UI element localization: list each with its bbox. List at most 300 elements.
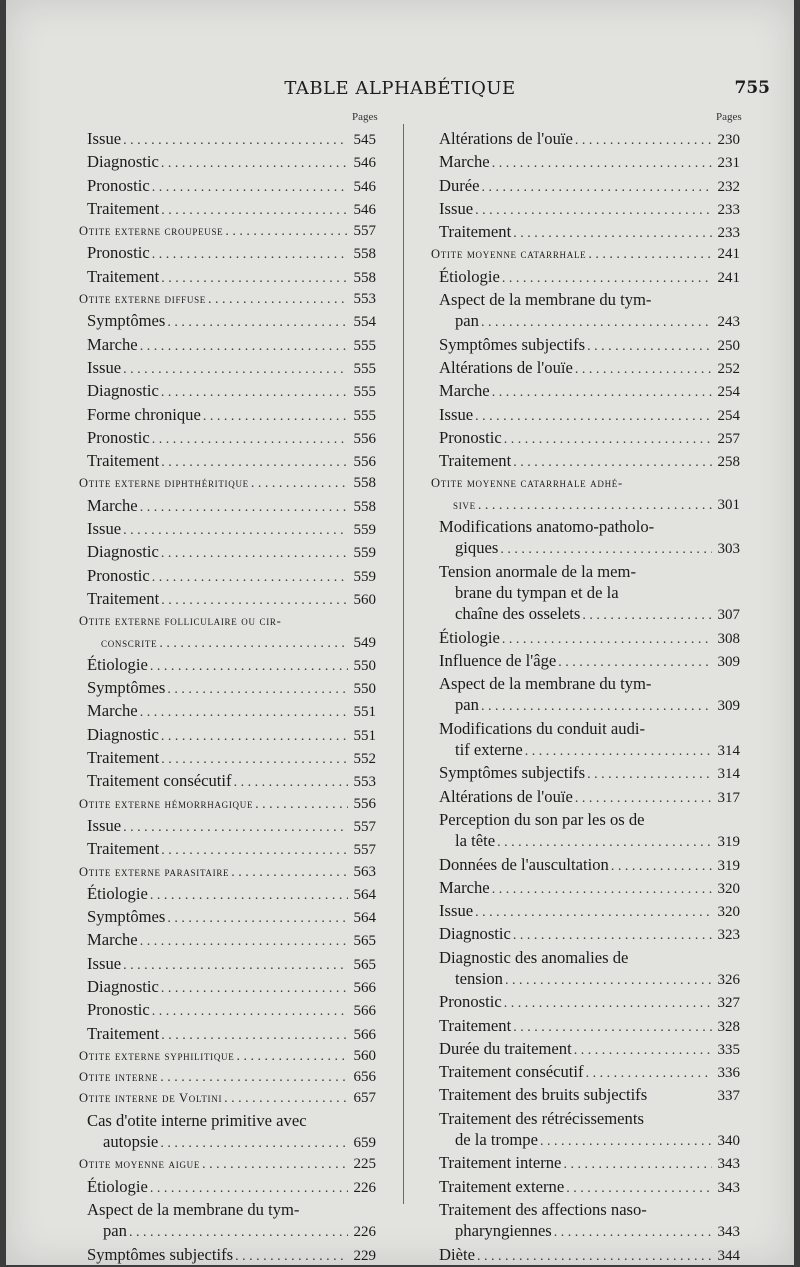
entry-text: tif externe [455,740,523,760]
entry-text: Otite interne de Voltini [79,1091,223,1106]
entry-text: giques [455,538,499,558]
index-heading-entry [79,473,376,494]
index-entry [79,1131,376,1154]
entry-page-number: 309 [717,653,740,670]
dot-leader [161,153,348,174]
dot-leader [140,497,348,518]
dot-leader [513,925,712,946]
entry-page-number: 243 [717,314,740,331]
dot-leader [563,1154,712,1175]
entry-text: Otite externe hémorrhagique [79,796,254,811]
dot-leader [208,289,348,310]
index-entry [431,266,740,289]
entry-page-number: 320 [717,904,740,921]
entry-page-number: 555 [353,407,376,424]
dot-leader [123,955,348,976]
entry-page-number: 566 [353,1003,376,1020]
entry-text: Diagnostic [87,542,159,562]
index-entry [79,404,376,427]
entry-text: conscrite [101,635,158,650]
entry-page-number: 232 [717,178,740,195]
entry-text: Durée du traitement [439,1038,572,1058]
dot-leader [152,429,348,450]
index-entry [431,627,740,650]
entry-page-number: 659 [353,1135,376,1152]
entry-text: Pronostic [87,427,150,447]
dot-leader [574,1040,712,1061]
index-entry [431,947,740,968]
entry-page-number: 241 [717,269,740,286]
entry-text: Otite externe croupeuse [79,224,224,239]
entry-text: Traitement [439,1015,512,1035]
dot-leader [482,177,712,198]
dot-leader [500,539,712,560]
entry-text: Marche [87,334,138,354]
entry-text: Diète [439,1244,475,1264]
index-entry [79,883,376,906]
index-entry [79,906,376,929]
entry-page-number: 657 [353,1090,376,1107]
dot-leader [161,590,348,611]
entry-text: Pronostic [87,175,150,195]
entry-text: Données de l'auscultation [439,854,609,874]
entry-page-number: 328 [717,1018,740,1035]
dot-leader [140,931,348,952]
index-entry [431,673,740,694]
entry-page-number: 340 [717,1133,740,1150]
entry-page-number: 563 [353,863,376,880]
entry-page-number: 337 [717,1088,740,1105]
dot-leader [161,382,348,403]
dot-leader [140,702,348,723]
entry-page-number: 556 [353,454,376,471]
entry-text: Symptômes [87,678,166,698]
dot-leader [140,336,348,357]
index-entry [431,427,740,450]
entry-page-number: 226 [353,1224,376,1241]
dot-leader [161,1025,348,1046]
index-entry [79,747,376,770]
dot-leader [540,1131,712,1152]
entry-text: Traitement externe [439,1176,565,1196]
entry-page-number: 546 [353,178,376,195]
page-header-title: TABLE ALPHABÉTIQUE [284,78,516,99]
entry-page-number: 566 [353,979,376,996]
entry-page-number: 557 [353,818,376,835]
entry-page-number: 314 [717,743,740,760]
entry-text: Aspect de la membrane du tym- [87,1199,300,1219]
entry-text: Marche [87,930,138,950]
entry-page-number: 343 [717,1156,740,1173]
dot-leader [611,856,712,877]
entry-text: Issue [439,404,474,424]
entry-page-number: 552 [353,751,376,768]
entry-text: Modifications anatomo-patholo- [439,517,655,537]
index-entry [431,1108,740,1129]
dot-leader [575,788,712,809]
entry-text: Étiologie [87,1176,148,1196]
entry-page-number: 558 [353,246,376,263]
entry-text: la tête [455,831,496,851]
entry-page-number: 546 [353,155,376,172]
index-entry [431,923,740,946]
index-entry [79,953,376,976]
index-entry [79,700,376,723]
entry-text: Otite externe diphthéritique [79,476,249,491]
entry-page-number: 233 [717,201,740,218]
entry-page-number: 556 [353,430,376,447]
entry-text: Diagnostic [87,381,159,401]
index-entry [79,518,376,541]
entry-page-number: 560 [353,1047,376,1064]
entry-text: Durée [439,175,480,195]
entry-page-number: 254 [717,384,740,401]
entry-text: Diagnostic des anomalies de [439,947,629,967]
index-entry [431,650,740,673]
dot-leader [587,764,712,785]
index-entry [431,694,740,717]
entry-page-number: 250 [717,337,740,354]
entry-text: Marche [87,701,138,721]
entry-page-number: 559 [353,545,376,562]
entry-page-number: 549 [353,634,376,651]
entry-text: Diagnostic [87,152,159,172]
entry-page-number: 566 [353,1026,376,1043]
index-entry [431,310,740,333]
dot-leader [582,605,712,626]
entry-text: Otite externe folliculaire ou cir- [79,614,282,629]
entry-page-number: 550 [353,681,376,698]
entry-text: Otite interne [79,1070,159,1085]
index-entry [431,830,740,853]
entry-text: Altérations de l'ouïe [439,357,573,377]
entry-text: de la trompe [455,1130,538,1150]
entry-text: Traitement [87,588,160,608]
entry-page-number: 323 [717,927,740,944]
entry-page-number: 558 [353,475,376,492]
entry-text: Pronostic [87,1000,150,1020]
dot-leader [203,406,348,427]
dot-leader [161,978,348,999]
index-entry [79,266,376,289]
dot-leader [513,1017,712,1038]
entry-text: pan [455,311,479,331]
entry-text: Symptômes [87,311,166,331]
entry-text: Traitement [87,1023,160,1043]
index-column-left [79,128,376,1267]
dot-leader [123,130,348,151]
index-heading-entry [79,289,376,310]
index-heading-entry [79,611,376,632]
pages-column-label-right: Pages [716,111,742,123]
entry-page-number: 314 [717,766,740,783]
entry-text: Issue [439,198,474,218]
entry-page-number: 320 [717,880,740,897]
entry-page-number: 343 [717,1224,740,1241]
column-divider [403,124,404,1204]
index-entry [431,809,740,830]
entry-page-number: 344 [717,1247,740,1264]
dot-leader [152,1001,348,1022]
entry-page-number: 327 [717,995,740,1012]
dot-leader [150,656,348,677]
dot-leader [231,862,348,883]
entry-text: Traitement consécutif [439,1062,584,1082]
index-entry [79,151,376,174]
dot-leader [492,153,712,174]
entry-text: Issue [87,357,122,377]
index-heading-entry [79,862,376,883]
dot-leader [477,1246,712,1267]
dot-leader [161,200,348,221]
entry-page-number: 229 [353,1247,376,1264]
entry-text: Traitement des affections naso- [439,1199,647,1219]
index-heading-entry [431,473,740,494]
index-entry [79,1220,376,1243]
entry-page-number: 546 [353,201,376,218]
index-entry [431,404,740,427]
entry-text: Symptômes [87,907,166,927]
entry-page-number: 233 [717,225,740,242]
entry-text: Symptômes subjectifs [439,334,586,354]
entry-text: Altérations de l'ouïe [439,129,573,148]
index-entry [79,976,376,999]
entry-page-number: 319 [717,857,740,874]
index-entry [431,1220,740,1243]
dot-leader [123,520,348,541]
dot-leader [159,633,348,654]
index-entry [431,1176,740,1199]
entry-text: pan [103,1221,127,1241]
dot-leader [513,452,712,473]
entry-text: Traitement [87,198,160,218]
index-entry [79,838,376,861]
dot-leader [255,794,348,815]
index-entry [431,968,740,991]
entry-page-number: 555 [353,384,376,401]
index-entry [79,999,376,1022]
index-heading-entry [431,244,740,265]
dot-leader [234,772,348,793]
entry-page-number: 558 [353,498,376,515]
entry-text: Otite moyenne catarrhale adhé- [431,476,623,491]
entry-text: Pronostic [439,992,502,1012]
index-entry [79,929,376,952]
entry-page-number: 308 [717,630,740,647]
entry-page-number: 309 [717,698,740,715]
dot-leader [160,1133,348,1154]
entry-page-number: 319 [717,834,740,851]
entry-text: Symptômes subjectifs [439,763,586,783]
index-entry [79,654,376,677]
entry-page-number: 317 [717,789,740,806]
entry-page-number: 225 [353,1156,376,1173]
entry-text: Forme chronique [87,404,201,424]
index-entry [431,854,740,877]
entry-text: Diagnostic [87,724,159,744]
dot-leader [575,359,712,380]
dot-leader [152,567,348,588]
dot-leader [502,629,712,650]
entry-text: Otite externe syphilitique [79,1048,235,1063]
entry-text: Pronostic [87,565,150,585]
dot-leader [481,696,712,717]
dot-leader [513,223,712,244]
entry-text: Influence de l'âge [439,650,557,670]
entry-page-number: 551 [353,727,376,744]
entry-page-number: 565 [353,956,376,973]
entry-text: Altérations de l'ouïe [439,786,573,806]
index-entry [431,289,740,310]
index-entry [79,357,376,380]
index-entry [431,334,740,357]
entry-page-number: 560 [353,591,376,608]
entry-page-number: 343 [717,1179,740,1196]
dot-leader [161,268,348,289]
entry-text: Diagnostic [439,924,511,944]
index-entry [79,588,376,611]
dot-leader [161,452,348,473]
entry-page-number: 564 [353,886,376,903]
entry-page-number: 231 [717,155,740,172]
index-column-right [431,128,740,1267]
index-entry [79,770,376,793]
entry-page-number: 553 [353,774,376,791]
entry-page-number: 307 [717,607,740,624]
dot-leader [475,902,712,923]
dot-leader [492,382,712,403]
dot-leader [481,312,712,333]
entry-page-number: 656 [353,1069,376,1086]
entry-text: Otite externe parasitaire [79,864,230,879]
entry-text: Traitement des bruits subjectifs [439,1085,648,1105]
index-heading-entry [79,221,376,242]
entry-text: Tension anormale de la mem- [439,561,636,581]
entry-text: Étiologie [439,627,500,647]
entry-text: Diagnostic [87,976,159,996]
index-entry [79,1199,376,1220]
entry-text: Étiologie [87,883,148,903]
index-heading-entry [79,633,376,654]
entry-page-number: 326 [717,971,740,988]
index-entry [431,1038,740,1061]
index-entry [79,198,376,221]
dot-leader [575,130,712,151]
entry-page-number: 335 [717,1041,740,1058]
index-entry [431,1015,740,1038]
index-entry [431,1152,740,1175]
dot-leader [505,970,712,991]
dot-leader [236,1046,348,1067]
entry-page-number: 545 [353,132,376,148]
dot-leader [558,652,712,673]
dot-leader [504,429,712,450]
entry-text: pharyngiennes [455,1221,552,1241]
entry-page-number: 558 [353,269,376,286]
dot-leader [504,993,712,1014]
index-entry [431,561,740,582]
dot-leader [161,749,348,770]
dot-leader [161,840,348,861]
dot-leader [152,177,348,198]
entry-text: Perception du son par les os de [439,809,645,829]
dot-leader [475,406,712,427]
entry-text: Marche [439,381,490,401]
dot-leader [492,879,712,900]
entry-text: Pronostic [439,427,502,447]
index-entry [431,877,740,900]
index-entry [79,427,376,450]
dot-leader [123,359,348,380]
entry-page-number: 557 [353,842,376,859]
dot-leader [150,1178,348,1199]
entry-page-number: 226 [353,1179,376,1196]
index-entry [431,128,740,151]
index-entry [79,1023,376,1046]
index-entry [431,718,740,739]
entry-page-number: 565 [353,933,376,950]
dot-leader [525,741,712,762]
dot-leader [224,1088,348,1109]
entry-text: Issue [87,815,122,835]
index-entry [431,582,740,603]
entry-text: sive [453,497,476,512]
dot-leader [160,1067,348,1088]
dot-leader [129,1222,348,1243]
entry-text: Issue [87,519,122,539]
entry-text: Traitement [439,451,512,471]
index-heading-entry [79,1088,376,1109]
entry-text: autopsie [103,1132,159,1152]
index-entry [79,1110,376,1131]
entry-page-number: 301 [717,496,740,513]
entry-text: Marche [439,152,490,172]
index-entry [431,900,740,923]
entry-text: Cas d'otite interne primitive avec [87,1110,307,1130]
dot-leader [235,1246,348,1267]
dot-leader [587,336,712,357]
dot-leader [478,495,712,516]
index-entry [79,242,376,265]
dot-leader [225,221,348,242]
dot-leader [554,1222,712,1243]
index-entry [79,380,376,403]
entry-text: Traitement [439,222,512,242]
entry-text: Aspect de la membrane du tym- [439,290,652,310]
entry-text: Otite moyenne catarrhale [431,247,587,262]
entry-page-number: 559 [353,568,376,585]
index-entry [79,310,376,333]
index-entry [431,1199,740,1220]
index-entry [79,541,376,564]
index-heading-entry [79,1154,376,1175]
entry-text: Traitement [87,839,160,859]
dot-leader [167,679,348,700]
dot-leader [123,817,348,838]
index-entry [79,175,376,198]
dot-leader [588,244,712,265]
dot-leader [497,832,712,853]
entry-text: Traitement [87,748,160,768]
entry-page-number: 241 [717,246,740,263]
entry-page-number: 564 [353,910,376,927]
index-entry [79,815,376,838]
dot-leader [251,473,348,494]
page-number: 755 [734,78,770,98]
entry-page-number: 254 [717,407,740,424]
index-entry [431,1061,740,1084]
index-entry [431,739,740,762]
